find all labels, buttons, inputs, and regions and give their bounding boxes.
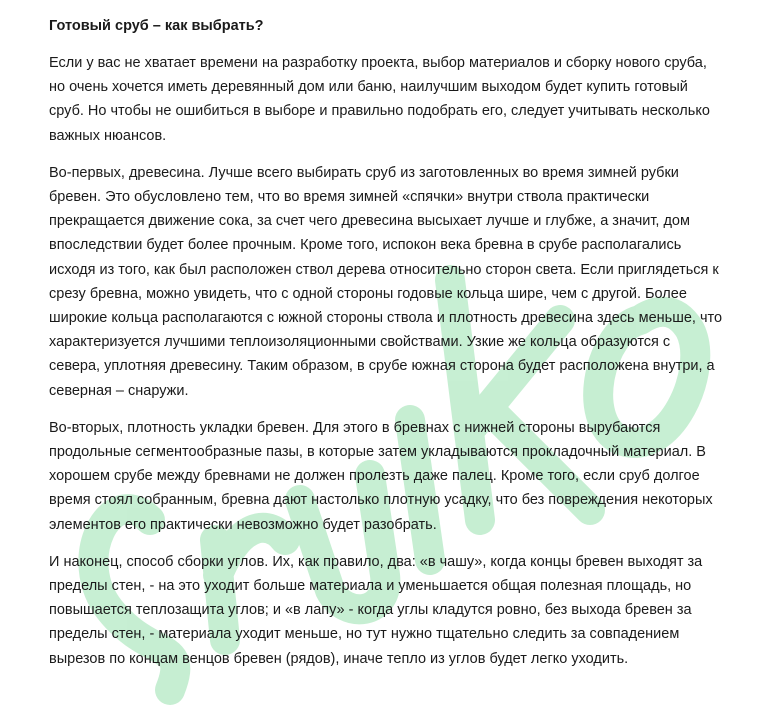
paragraph-3 [49, 416, 761, 537]
text-line: важных нюансов. [49, 127, 167, 144]
text-line: пределы стен, - материала уходит меньше, но тут нужно тщательно следить за совпадением [49, 626, 680, 643]
text-line: широкие кольца располагаются с южной стороны ствола и плотность древесина здесь меньше, что [49, 310, 723, 327]
text-line: севера, уплотняя древесину. Таким образом, в срубе южная сторона будет расположена внутри, а [49, 358, 715, 375]
text-line: но очень хочется иметь деревянный дом или баню, наилучшим выходом будет купить готовый [49, 79, 688, 96]
text-line: исходя из того, как был расположен ствол дерева относительно сторон света. Если приглядеться к [49, 261, 719, 278]
text-line: И наконец, способ сборки углов. Их, как правило, два: «в чашу», когда концы бревен выходят за [49, 553, 703, 570]
text-line: вырезов по концам венцов бревен (рядов), иначе тепло из углов будет легко уходить. [49, 650, 629, 667]
text-line: повышается теплозащита углов; и «в лапу» - когда углы кладутся ровно, без выхода бревен за [49, 602, 692, 619]
paragraph-1 [49, 51, 761, 148]
paragraph-4 [49, 550, 761, 671]
text-line: продольные сегментообразные пазы, в которые затем укладываются прокладочный материал. В [49, 444, 706, 461]
text-line: элементов его практически невозможно будет разобрать. [49, 516, 437, 533]
article-title: Готовый сруб – как выбрать? [49, 18, 264, 34]
text-line: северная – снаружи. [49, 382, 189, 399]
text-line: Во-первых, древесина. Лучше всего выбирать сруб из заготовленных во время зимней рубки [49, 164, 679, 181]
article [49, 14, 761, 684]
text-line: хорошем срубе между бревнами не должен пролезть даже палец. Кроме того, если сруб долгое [49, 468, 700, 485]
text-line: пределы стен, - на это уходит больше материала и уменьшается общая полезная площадь, но [49, 578, 692, 595]
text-line: бревен. Это обусловлено тем, что во время зимней «спячки» внутри ствола практически [49, 189, 650, 206]
text-line: время стоял собранным, бревна дают настолько плотную усадку, что без повреждения некоторых [49, 492, 713, 509]
text-line: Если у вас не хватает времени на разработку проекта, выбор материалов и сборку нового сруба, [49, 55, 707, 71]
text-line: характеризуется лучшими теплоизоляционными свойствами. Узкие же кольца образуются с [49, 334, 671, 351]
text-line: впоследствии будет более прочным. Кроме того, испокон века бревна в срубе располагались [49, 237, 682, 254]
paragraph-2 [49, 161, 761, 403]
text-line: прекращается движение сока, за счет чего древесина высыхает лучше и глубже, а значит, дом [49, 213, 690, 230]
text-line: Во-вторых, плотность укладки бревен. Для этого в бревнах с нижней стороны вырубаются [49, 419, 661, 436]
text-line: сруб. Но чтобы не ошибиться в выборе и правильно подобрать его, следует учитывать несколько [49, 103, 710, 120]
text-line: срезу бревна, можно увидеть, что с одной стороны годовые кольца шире, чем с другой. Более [49, 285, 687, 302]
